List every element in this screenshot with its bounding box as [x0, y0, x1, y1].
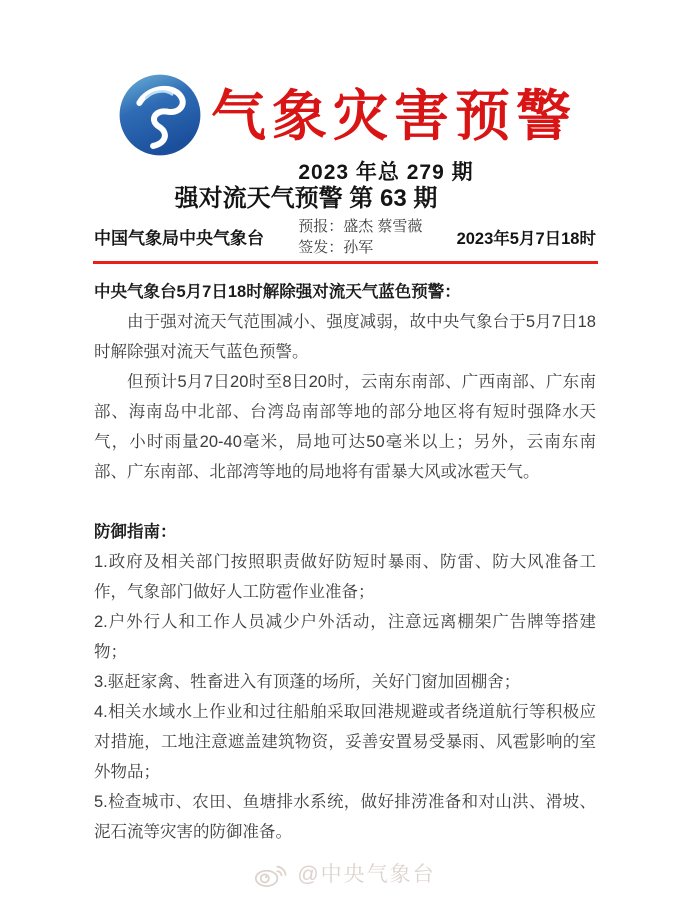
watermark-text: @中央气象台 — [297, 863, 436, 886]
defense-guide-title: 防御指南： — [94, 522, 177, 541]
guide-item: 4.相关水域水上作业和过往船舶采取回港规避或者绕道航行等积极应对措施，工地注意遮盖建筑物资，妥善安置易受暴雨、风雹影响的室外物品； — [94, 702, 596, 781]
forecaster-label: 预报： — [298, 217, 344, 235]
guide-item: 1.政府及相关部门按照职责做好防短时暴雨、防雷、防大风准备工作，气象部门做好人工防雹作业准备； — [94, 552, 596, 601]
issuer-row — [94, 216, 596, 258]
red-divider — [93, 261, 598, 264]
header — [4, 0, 690, 158]
weibo-icon — [254, 857, 290, 889]
paragraph: 由于强对流天气范围减小、强度减弱，故中央气象台于5月7日18时解除强对流天气蓝色预警。 — [94, 312, 596, 361]
issue-number-line: 强对流天气预警 第 63 期 — [174, 185, 438, 213]
bulletin-headline: 中央气象台5月7日18时解除强对流天气蓝色预警： — [94, 282, 461, 301]
guide-item: 5.检查城市、农田、鱼塘排水系统，做好排涝准备和对山洪、滑坡、泥石流等灾害的防御准备。 — [94, 792, 596, 841]
issue-year-line: 2023 年总 279 期 — [298, 161, 474, 184]
staff-block — [298, 216, 422, 258]
issue-datetime: 2023年5月7日18时 — [456, 229, 596, 248]
signer-line — [298, 237, 422, 258]
signer-label: 签发： — [298, 238, 344, 256]
forecaster-line — [298, 216, 422, 237]
issuing-org: 中国气象局中央气象台 — [94, 229, 264, 249]
forecaster-names: 盛杰 蔡雪薇 — [343, 217, 423, 235]
cma-logo-icon — [117, 72, 203, 158]
guide-item: 2.户外行人和工作人员减少户外活动，注意远离棚架广告牌等搭建物； — [94, 612, 596, 661]
paragraph: 但预计5月7日20时至8日20时，云南东南部、广西南部、广东南部、海南岛中北部、台湾岛南部等地的部分地区将有短时强降水天气，小时雨量20-40毫米，局地可达50毫米以上；另外，云南东南部、广东南部、北部湾等地的局地将有雷暴大风或冰雹天气。 — [94, 372, 596, 481]
page-title: 气象灾害预警 — [210, 82, 577, 148]
guide-item: 3.驱赶家禽、牲畜进入有顶蓬的场所，关好门窗加固棚舍； — [94, 672, 521, 691]
signer-name: 孙军 — [343, 238, 374, 256]
watermark — [0, 857, 690, 889]
bulletin-body — [94, 277, 596, 847]
